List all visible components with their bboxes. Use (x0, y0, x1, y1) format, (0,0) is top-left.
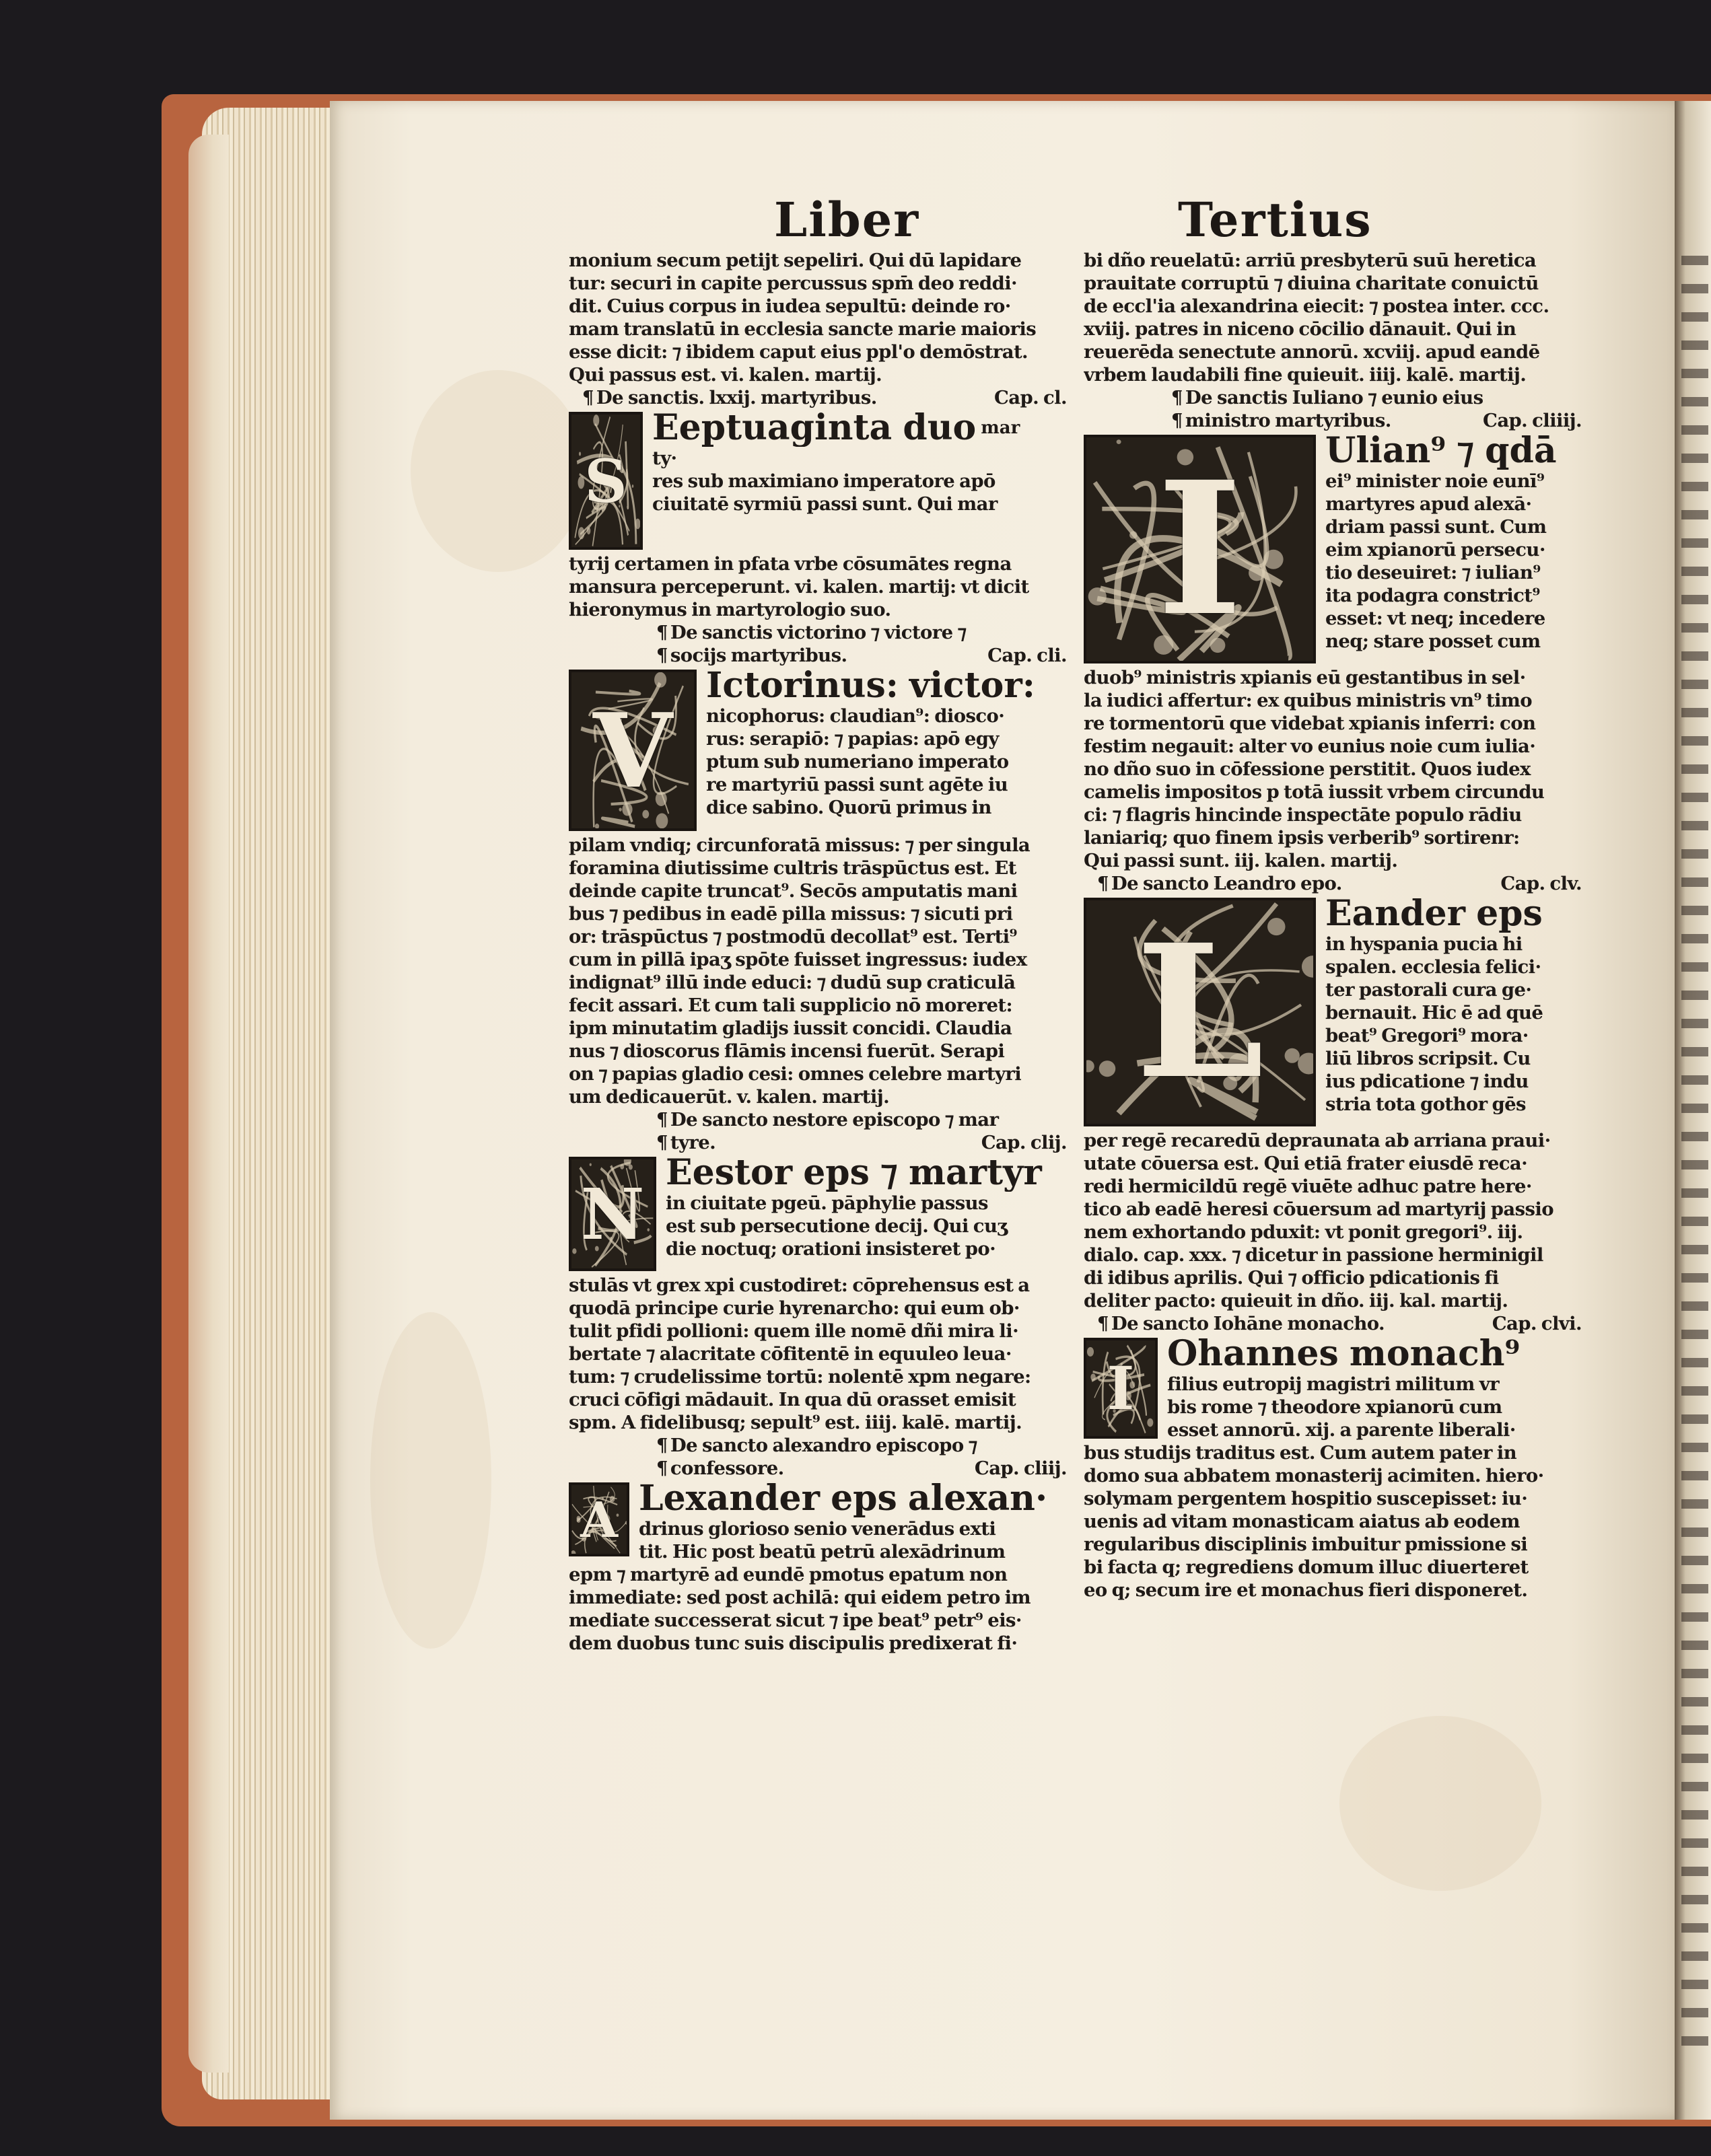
text-line: mansura perceperunt. vi. kalen. martij: vt dicit (569, 576, 1029, 598)
chapter-heading (1084, 386, 1588, 409)
heading-text: ministro martyribus. (1185, 410, 1391, 431)
line-text: esset: vt neq; incedere (1325, 608, 1545, 629)
chapter-number: Cap. cliij. (974, 1458, 1067, 1479)
line-text: esset annorū. xij. a parente liberali· (1167, 1419, 1516, 1441)
heading-text: tyre. (670, 1132, 716, 1153)
page-edges (202, 108, 337, 2099)
text-line (652, 493, 1074, 515)
text-line: stulās vt grex xpi custodiret: cōprehensus est a (569, 1274, 1030, 1296)
line-text: tit. Hic post beatū petrū alexādrinum (639, 1541, 1006, 1562)
line-text: ciuitatē syrmiū passi sunt. Qui mar (652, 493, 998, 515)
text-line: or: trāspūctus ⁊ postmodū decollat⁹ est. Terti⁹ (569, 926, 1017, 947)
text-line (1167, 1396, 1588, 1418)
text-line (706, 796, 1074, 819)
line-text: dice sabino. Quorū primus in (706, 797, 991, 818)
chapter-heading (569, 1434, 1074, 1457)
line-text: re martyriū passi sunt agēte iu (706, 774, 1008, 795)
text-line (639, 1540, 1074, 1563)
heading-text: confessore. (670, 1458, 784, 1479)
line-text: Ulian⁹ ⁊ qdā (1325, 432, 1557, 470)
text-line: di idibus aprilis. Qui ⁊ officio pdicationis fi (1084, 1267, 1499, 1289)
pilcrow-icon: ¶ (1097, 1313, 1109, 1334)
text-line: uenis ad vitam monasticam aiatus ab eodem (1084, 1511, 1520, 1532)
text-line: cruci cōfigi mādauit. In qua dū orasset emisit (569, 1389, 1016, 1410)
heading-text: De sanctis. lxxij. martyribus. (596, 387, 877, 408)
initial-letter: N (580, 1172, 645, 1256)
text-line: dit. Cuius corpus in iudea sepultū: deinde ro· (569, 295, 1011, 317)
text-line: no dño suo in cōfessione perstitit. Quos iudex (1084, 758, 1531, 780)
initial-letter: I (1156, 441, 1243, 657)
text-line: hieronymus in martyrologio suo. (569, 599, 891, 620)
text-line: tico ab eadē heresi cōuersum ad martyrij passio (1084, 1198, 1554, 1220)
line-text: in ciuitate pgeū. pāphylie passus (666, 1192, 988, 1214)
chapter-heading (569, 1131, 1074, 1154)
text-line (1325, 470, 1588, 493)
text-line (1325, 1001, 1588, 1024)
line-text: ter pastorali cura ge· (1325, 979, 1532, 1001)
text-line: dem duobus tunc suis discipulis predixerat fi· (569, 1632, 1018, 1654)
initial-block (1084, 1335, 1588, 1441)
line-text: Eander eps (1325, 895, 1543, 933)
superscript-text: mar (976, 418, 1020, 438)
heading-text: De sancto Iohāne monacho. (1111, 1313, 1385, 1334)
line-text: tio deseuiret: ⁊ iulian⁹ (1325, 562, 1541, 583)
line-text: bis rome ⁊ theodore xpianorū cum (1167, 1396, 1502, 1418)
line-text: rus: serapiō: ⁊ papias: apō egy (706, 728, 999, 750)
heading-text: De sancto nestore episcopo ⁊ mar (670, 1109, 999, 1130)
text-line (1325, 933, 1588, 956)
text-line (1325, 493, 1588, 515)
text-line: spm. A fidelibusq; sepult⁹ est. iiij. kalē. martij. (569, 1412, 1022, 1433)
text-line (666, 1237, 1074, 1260)
text-line: reuerēda senectute annorū. xcviij. apud eandē (1084, 341, 1540, 363)
incipit-line (1325, 432, 1588, 470)
text-line: Qui passi sunt. iij. kalen. martij. (1084, 850, 1398, 871)
line-text: spalen. ecclesia felici· (1325, 956, 1541, 978)
line-text: ei⁹ minister noie eunī⁹ (1325, 470, 1545, 492)
text-line: laniariq; quo finem ipsis verberib⁹ sortirenr: (1084, 827, 1520, 849)
text-line: camelis impositos p totā iussit vrbem circundu (1084, 781, 1545, 803)
text-line (706, 727, 1074, 750)
left-column (569, 249, 1074, 1655)
text-line (1167, 1373, 1588, 1396)
text-line: solymam pergentem hospitio suscepisset: iu· (1084, 1488, 1528, 1509)
text-line: pilam vndiq; circunforatā missus: ⁊ per singula (569, 834, 1031, 856)
initial-block (1084, 432, 1588, 666)
initial-block (569, 1154, 1074, 1274)
text-line: monium secum petijt sepeliri. Qui dū lapidare (569, 250, 1022, 271)
chapter-heading (1084, 409, 1588, 432)
chapter-heading (1084, 1312, 1588, 1335)
chapter-number: Cap. cl. (993, 387, 1067, 408)
incipit-line (666, 1154, 1074, 1192)
text-line: bi dño reuelatū: arriū presbyterū suū heretica (1084, 250, 1537, 271)
text-line: tum: ⁊ crudelissime tortū: nolentē xpm negare: (569, 1366, 1031, 1388)
line-text: ty· (652, 447, 677, 469)
text-line: nem exhortando pduxit: vt ponit gregori⁹. iij. (1084, 1221, 1523, 1243)
text-line: de eccl'ia alexandrina eiecit: ⁊ postea inter. ccc. (1084, 295, 1549, 317)
heading-text: De sanctis victorino ⁊ victore ⁊ (670, 622, 967, 643)
incipit-line (1325, 895, 1588, 933)
text-line: utate cōuersa est. Qui etiā frater eiusdē reca· (1084, 1153, 1528, 1174)
text-line (1325, 1070, 1588, 1093)
text-line: la iudici affertur: ex quibus ministris vn⁹ timo (1084, 690, 1533, 711)
incipit-line (639, 1480, 1074, 1517)
initial-letter: A (580, 1490, 618, 1548)
text-line: per regē recaredū depraunata ab arriana praui· (1084, 1130, 1551, 1151)
pilcrow-icon: ¶ (582, 387, 594, 408)
heading-text: De sanctis Iuliano ⁊ eunio eius (1185, 387, 1483, 408)
line-text: stria tota gothor gēs (1325, 1093, 1526, 1115)
text-line (1325, 630, 1588, 653)
heading-text: De sancto Leandro epo. (1111, 873, 1342, 894)
text-line (1325, 515, 1588, 538)
line-text: martyres apud alexā· (1325, 493, 1532, 515)
text-line: tur: securi in capite percussus spm̄ deo reddi· (569, 273, 1018, 294)
line-text: Eestor eps ⁊ martyr (666, 1154, 1042, 1192)
pilcrow-icon: ¶ (1097, 873, 1109, 894)
text-line (1325, 584, 1588, 607)
text-line: ci: ⁊ flagris hincinde inspectāte populo rādiu (1084, 804, 1522, 826)
line-text: est sub persecutione decij. Qui cuʒ (666, 1215, 1008, 1237)
text-line (1167, 1418, 1588, 1441)
text-line: dialo. cap. xxx. ⁊ dicetur in passione herminigil (1084, 1244, 1543, 1266)
text-line: deinde capite truncat⁹. Secōs amputatis mani (569, 880, 1018, 902)
text-line (706, 705, 1074, 727)
text-line: domo sua abbatem monasterij acimiten. hiero· (1084, 1465, 1544, 1486)
line-text: Eeptuaginta duo (652, 409, 977, 447)
pilcrow-icon: ¶ (656, 1132, 668, 1153)
initial-letter: S (584, 445, 627, 516)
chapter-number: Cap. clv. (1500, 873, 1582, 894)
right-column (1084, 249, 1588, 1602)
text-line: bus studijs traditus est. Cum autem pater in (1084, 1442, 1516, 1464)
line-text: drinus glorioso senio venerādus exti (639, 1518, 996, 1540)
line-text: Lexander eps alexan· (639, 1480, 1048, 1517)
initial-block (569, 409, 1074, 552)
text-line (706, 750, 1074, 773)
text-line (652, 470, 1074, 493)
text-line: duob⁹ ministris xpianis eū gestantibus in sel· (1084, 667, 1526, 688)
chapter-heading (569, 644, 1074, 667)
line-text: beat⁹ Gregori⁹ mora· (1325, 1025, 1529, 1046)
line-text: die noctuq; orationi insisteret po· (666, 1238, 996, 1260)
text-line (666, 1215, 1074, 1237)
pilcrow-icon: ¶ (656, 645, 668, 666)
chapter-heading (569, 1457, 1074, 1480)
heading-text: socijs martyribus. (670, 645, 847, 666)
chapter-heading (569, 621, 1074, 644)
text-line (706, 773, 1074, 796)
text-line (1325, 607, 1588, 630)
chapter-heading (569, 386, 1074, 409)
text-line (1325, 1047, 1588, 1070)
line-text: res sub maximiano imperatore apō (652, 470, 996, 492)
chapter-number: Cap. clij. (981, 1132, 1067, 1153)
text-line: immediate: sed post achilā: qui eidem petro im (569, 1587, 1031, 1608)
text-line: vrbem laudabili fine quieuit. iiij. kalē. martij. (1084, 364, 1527, 386)
facing-page-edge (1675, 101, 1711, 2120)
text-line: festim negauit: alter vo eunius noie cum iulia· (1084, 735, 1536, 757)
text-line (639, 1517, 1074, 1540)
text-line: ipm minutatim gladijs iussit concidi. Claudia (569, 1017, 1012, 1039)
text-line: tulit pfidi pollioni: quem ille nomē dñi mira li· (569, 1320, 1019, 1342)
text-line: redi hermicildū regē viuēte adhuc patre here· (1084, 1176, 1532, 1197)
pilcrow-icon: ¶ (656, 1435, 668, 1456)
text-line (666, 1192, 1074, 1215)
text-line (1325, 956, 1588, 978)
text-line: esse dicit: ⁊ ibidem caput eius ppl'o demōstrat. (569, 341, 1028, 363)
chapter-number: Cap. cli. (987, 645, 1067, 666)
line-text: nicophorus: claudian⁹: diosco· (706, 705, 1005, 727)
line-text: in hyspania pucia hi (1325, 933, 1523, 955)
text-line: bertate ⁊ alacritate cōfitentē in equuleo leua· (569, 1343, 1012, 1365)
text-line (1325, 1093, 1588, 1116)
initial-block (1084, 895, 1588, 1129)
text-line: mediate successerat sicut ⁊ ipe beat⁹ petr⁹ eis· (569, 1610, 1022, 1631)
running-head-left: Liber (774, 192, 920, 248)
pilcrow-icon: ¶ (1171, 387, 1183, 408)
heading-text: De sancto alexandro episcopo ⁊ (670, 1435, 977, 1456)
running-head-right: Tertius (1178, 192, 1372, 248)
chapter-number: Cap. clvi. (1492, 1313, 1582, 1334)
initial-block (569, 1480, 1074, 1563)
line-text: bernauit. Hic ē ad quē (1325, 1002, 1543, 1023)
line-text: Ictorinus: victor: (706, 667, 1035, 705)
initial-block (569, 667, 1074, 834)
text-line: on ⁊ papias gladio cesi: omnes celebre martyri (569, 1063, 1022, 1085)
text-line: indignat⁹ illū inde educi: ⁊ dudū sup craticulā (569, 972, 1016, 993)
chapter-heading (1084, 872, 1588, 895)
incipit-line (706, 667, 1074, 705)
text-line: regularibus disciplinis imbuitur pmissione si (1084, 1534, 1528, 1555)
text-line (1325, 561, 1588, 584)
line-text: eim xpianorū persecu· (1325, 539, 1545, 561)
initial-letter: L (1135, 904, 1265, 1120)
text-line: tyrij certamen in pfata vrbe cōsumātes regna (569, 553, 1012, 575)
text-line: xviij. patres in niceno cōcilio dānauit. Qui in (1084, 318, 1516, 340)
text-line: re tormentorū que videbat xpianis inferri: con (1084, 713, 1536, 734)
text-line: fecit assari. Et cum tali supplicio nō moreret: (569, 995, 1013, 1016)
chapter-heading (569, 1108, 1074, 1131)
line-text: neq; stare posset cum (1325, 631, 1541, 652)
line-text: Ohannes monach⁹ (1167, 1335, 1521, 1373)
incipit-line (652, 409, 1074, 447)
line-text: driam passi sunt. Cum (1325, 516, 1547, 538)
line-text: ita podagra constrict⁹ (1325, 585, 1540, 606)
pilcrow-icon: ¶ (656, 1458, 668, 1479)
initial-letter: V (593, 690, 672, 811)
incipit-line (1167, 1335, 1588, 1373)
text-line: deliter pacto: quieuit in dño. iij. kal. martij. (1084, 1290, 1508, 1311)
text-line (652, 447, 1074, 470)
text-line: eo q; secum ire et monachus fieri disponeret. (1084, 1579, 1528, 1601)
line-text: ptum sub numeriano imperato (706, 751, 1009, 772)
text-line: foramina diutissime cultris trāspūctus est. Et (569, 857, 1016, 879)
line-text: ius pdicatione ⁊ indu (1325, 1071, 1529, 1092)
pilcrow-icon: ¶ (1171, 410, 1183, 431)
text-line: cum in pillā ipaʒ spōte fuisset ingressus: iudex (569, 949, 1027, 970)
pilcrow-icon: ¶ (656, 622, 668, 643)
text-line: quodā principe curie hyrenarcho: qui eum ob· (569, 1297, 1020, 1319)
text-line: Qui passus est. vi. kalen. martij. (569, 364, 882, 386)
text-line: epm ⁊ martyrē ad eundē pmotus epatum non (569, 1564, 1008, 1585)
chapter-number: Cap. cliiij. (1483, 410, 1582, 431)
text-line (1325, 1024, 1588, 1047)
text-line: mam translatū in ecclesia sancte marie maioris (569, 318, 1037, 340)
initial-letter: I (1107, 1353, 1135, 1423)
text-line: um dedicauerūt. v. kalen. martij. (569, 1086, 890, 1108)
text-line: nus ⁊ dioscorus flāmis incensi fuerūt. Serapi (569, 1040, 1005, 1062)
text-line (1325, 538, 1588, 561)
text-line (1325, 978, 1588, 1001)
text-line: prauitate corruptū ⁊ diuina charitate conuictū (1084, 273, 1539, 294)
pilcrow-icon: ¶ (656, 1109, 668, 1130)
line-text: filius eutropij magistri militum vr (1167, 1373, 1500, 1395)
text-line: bus ⁊ pedibus in eadē pilla missus: ⁊ sicuti pri (569, 903, 1013, 925)
line-text: liū libros scripsit. Cu (1325, 1048, 1531, 1069)
text-line: bi facta q; regrediens domum illuc diuerteret (1084, 1556, 1529, 1578)
